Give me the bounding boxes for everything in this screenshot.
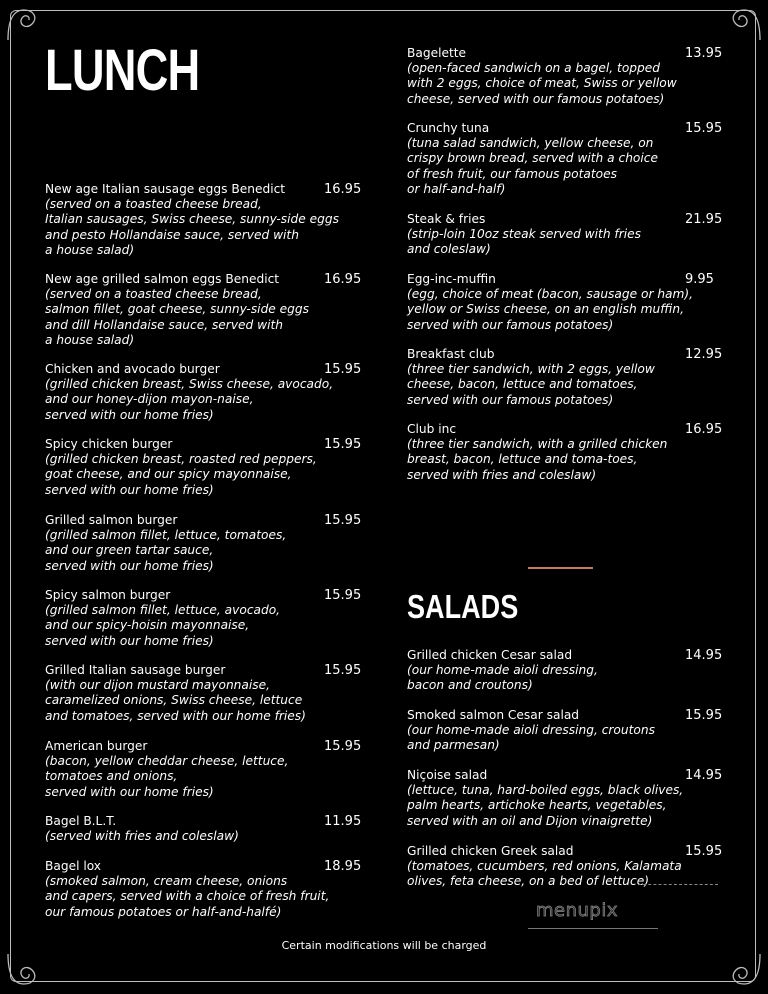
- menu-item-description: or half-and-half): [407, 181, 506, 196]
- menu-item-name: Club inc: [407, 422, 457, 436]
- corner-swirl-icon: [4, 950, 44, 990]
- menu-item-description: cheese, served with our famous potatoes): [407, 91, 665, 106]
- menu-item-description: (grilled chicken breast, Swiss cheese, avocado,: [45, 377, 334, 392]
- watermark-underline: [528, 928, 658, 929]
- menu-item-description: and parmesan): [407, 738, 500, 753]
- menu-item-name: Spicy salmon burger: [45, 588, 171, 602]
- menu-item-name: Steak & fries: [407, 212, 486, 226]
- menu-item-price: 15.95: [324, 437, 362, 452]
- menu-item-price: 11.95: [324, 814, 362, 829]
- menu-item-description: a house salad): [45, 332, 135, 347]
- menu-item-description: served with an oil and Dijon vinaigrette): [407, 813, 653, 828]
- menu-item: [45, 182, 365, 258]
- menu-item-description: served with our home fries): [45, 633, 214, 648]
- menu-item-description: bacon and croutons): [407, 678, 533, 693]
- menu-item-description: salmon fillet, goat cheese, sunny-side eggs: [45, 302, 309, 317]
- menu-item-price: 16.95: [324, 182, 362, 197]
- menu-item-description: of fresh fruit, our famous potatoes: [407, 166, 617, 181]
- menu-item-price: 15.95: [324, 513, 362, 528]
- menu-item-name: Niçoise salad: [407, 768, 488, 782]
- menu-item-description: and capers, served with a choice of fresh fruit,: [45, 889, 330, 904]
- menu-item-description: and coleslaw): [407, 242, 491, 257]
- menu-item: [407, 212, 727, 258]
- menu-item-description: (with our dijon mustard mayonnaise,: [45, 678, 270, 693]
- menu-item-price: 15.95: [324, 663, 362, 678]
- menu-item-name: Chicken and avocado burger: [45, 362, 220, 376]
- menu-item-description: Italian sausages, Swiss cheese, sunny-side eggs: [45, 212, 339, 227]
- menu-item-description: served with our home fries): [45, 784, 214, 799]
- menu-item-description: yellow or Swiss cheese, on an english muffin,: [407, 302, 684, 317]
- menu-item-description: served with our home fries): [45, 558, 214, 573]
- menu-item-description: and tomatoes, served with our home fries): [45, 708, 306, 723]
- menu-item-price: 15.95: [685, 844, 723, 859]
- menu-item-description: (grilled salmon fillet, lettuce, tomatoes,: [45, 528, 287, 543]
- menu-item-description: (smoked salmon, cream cheese, onions: [45, 874, 288, 889]
- menu-item-description: (tuna salad sandwich, yellow cheese, on: [407, 136, 654, 151]
- menu-item-name: Bagel B.L.T.: [45, 814, 117, 828]
- menu-item-description: and our spicy-hoisin mayonnaise,: [45, 618, 250, 633]
- menu-item: [407, 272, 727, 333]
- menu-item-description: served with our famous potatoes): [407, 392, 614, 407]
- corner-swirl-icon: [4, 4, 44, 44]
- menu-item-description: (tomatoes, cucumbers, red onions, Kalamata: [407, 859, 682, 874]
- menu-item-name: Smoked salmon Cesar salad: [407, 708, 580, 722]
- section-divider: [528, 567, 593, 569]
- corner-swirl-icon: [724, 950, 764, 990]
- menu-item-description: crispy brown bread, served with a choice: [407, 151, 658, 166]
- menu-item-name: Grilled Italian sausage burger: [45, 663, 226, 677]
- menu-item-description: olives, feta cheese, on a bed of lettuce): [407, 874, 649, 889]
- menu-item-description: (grilled salmon fillet, lettuce, avocado,: [45, 603, 281, 618]
- menu-item-description: and pesto Hollandaise sauce, served with: [45, 227, 299, 242]
- menu-item-description: (grilled chicken breast, roasted red peppers,: [45, 452, 317, 467]
- menu-item-price: 18.95: [324, 859, 362, 874]
- corner-swirl-icon: [724, 4, 764, 44]
- watermark-logo: menupix: [536, 900, 619, 921]
- menu-item-name: Grilled salmon burger: [45, 513, 178, 527]
- menu-item-price: 12.95: [685, 347, 723, 362]
- menu-item-description: served with fries and coleslaw): [407, 467, 597, 482]
- menu-item-description: served with our home fries): [45, 482, 214, 497]
- menu-item: [45, 663, 365, 724]
- menu-item-price: 9.95: [685, 272, 714, 287]
- menu-item-price: 16.95: [685, 422, 723, 437]
- menu-item-price: 15.95: [324, 362, 362, 377]
- menu-item-name: Crunchy tuna: [407, 121, 490, 135]
- menu-item: [407, 708, 727, 754]
- menu-item-name: Breakfast club: [407, 347, 495, 361]
- menu-item-name: New age grilled salmon eggs Benedict: [45, 272, 280, 286]
- menu-item-description: palm hearts, artichoke hearts, vegetables,: [407, 798, 667, 813]
- menu-item-description: served with our home fries): [45, 407, 214, 422]
- menu-item: [45, 814, 365, 844]
- menu-item: [407, 46, 727, 107]
- menu-item-price: 14.95: [685, 768, 723, 783]
- salads-heading: SALADS: [407, 588, 519, 625]
- menu-item-description: (bacon, yellow cheddar cheese, lettuce,: [45, 754, 289, 769]
- menu-item-price: 16.95: [324, 272, 362, 287]
- menu-item-description: (egg, choice of meat (bacon, sausage or ham),: [407, 287, 694, 302]
- menu-item: [407, 648, 727, 694]
- menu-item-name: American burger: [45, 739, 148, 753]
- watermark: [528, 884, 688, 934]
- menu-item-name: Grilled chicken Cesar salad: [407, 648, 573, 662]
- menu-item-description: goat cheese, and our spicy mayonnaise,: [45, 467, 292, 482]
- footer-note: Certain modifications will be charged: [281, 939, 487, 952]
- menu-item-name: Bagelette: [407, 46, 467, 60]
- menu-item-description: served with our famous potatoes): [407, 317, 614, 332]
- menu-item-description: (our home-made aioli dressing, croutons: [407, 723, 655, 738]
- menu-item-price: 15.95: [685, 121, 723, 136]
- menu-item: [45, 859, 365, 920]
- menu-item-description: (served with fries and coleslaw): [45, 829, 239, 844]
- menu-item-price: 13.95: [685, 46, 723, 61]
- menu-item-price: 15.95: [324, 739, 362, 754]
- menu-item-description: with 2 eggs, choice of meat, Swiss or yellow: [407, 76, 677, 91]
- menu-item: [45, 513, 365, 574]
- menu-item-name: Bagel lox: [45, 859, 102, 873]
- menu-item: [45, 437, 365, 498]
- menu-item: [45, 739, 365, 800]
- menu-item: [45, 272, 365, 348]
- menu-item: [407, 121, 727, 197]
- menu-item: [407, 422, 727, 483]
- menu-item-description: (served on a toasted cheese bread,: [45, 197, 262, 212]
- menu-item-price: 15.95: [685, 708, 723, 723]
- menu-item: [407, 768, 727, 829]
- lunch-heading: LUNCH: [45, 38, 200, 103]
- menu-item: [45, 362, 365, 423]
- menu-item-description: (three tier sandwich, with 2 eggs, yellow: [407, 362, 655, 377]
- menu-item-description: (served on a toasted cheese bread,: [45, 287, 262, 302]
- menu-item-price: 14.95: [685, 648, 723, 663]
- menu-item-description: and dill Hollandaise sauce, served with: [45, 317, 283, 332]
- menu-item: [45, 588, 365, 649]
- menu-item-name: Grilled chicken Greek salad: [407, 844, 574, 858]
- menu-item-description: tomatoes and onions,: [45, 769, 178, 784]
- menu-item-description: our famous potatoes or half-and-halfé): [45, 904, 282, 919]
- menu-item: [407, 844, 727, 890]
- menu-item-description: (our home-made aioli dressing,: [407, 663, 598, 678]
- menu-item-description: (three tier sandwich, with a grilled chicken: [407, 437, 668, 452]
- menu-item-price: 15.95: [324, 588, 362, 603]
- menu-item-description: (strip-loin 10oz steak served with fries: [407, 227, 641, 242]
- menu-item-name: Spicy chicken burger: [45, 437, 173, 451]
- menu-item-description: a house salad): [45, 242, 135, 257]
- menu-item-name: Egg-inc-muffin: [407, 272, 496, 286]
- menu-item-name: New age Italian sausage eggs Benedict: [45, 182, 286, 196]
- menu-item-description: and our honey-dijon mayon-naise,: [45, 392, 254, 407]
- menu-item-description: (open-faced sandwich on a bagel, topped: [407, 61, 660, 76]
- menu-item-description: cheese, bacon, lettuce and tomatoes,: [407, 377, 638, 392]
- menu-item-description: (lettuce, tuna, hard-boiled eggs, black olives,: [407, 783, 684, 798]
- menu-item-description: caramelized onions, Swiss cheese, lettuce: [45, 693, 303, 708]
- menu-item-description: breast, bacon, lettuce and toma-toes,: [407, 452, 638, 467]
- menu-item-description: and our green tartar sauce,: [45, 543, 214, 558]
- watermark-dash: [638, 884, 718, 885]
- menu-item-price: 21.95: [685, 212, 723, 227]
- menu-item: [407, 347, 727, 408]
